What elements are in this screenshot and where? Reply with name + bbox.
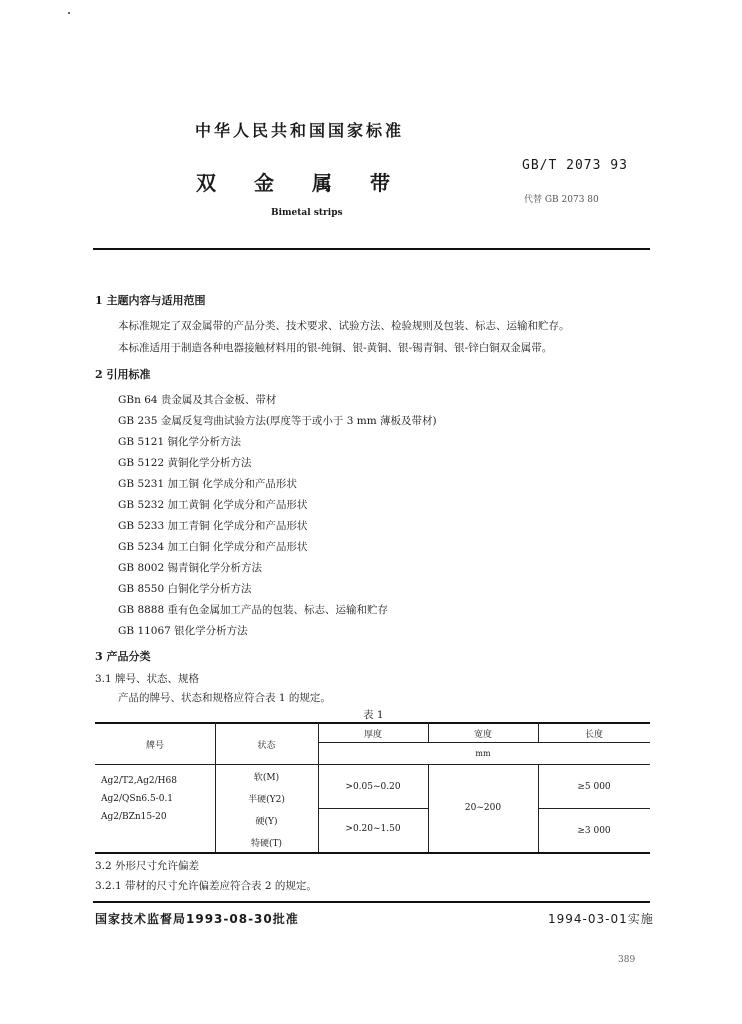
scan-speck — [68, 12, 70, 14]
grade-cell: Ag2/QSn6.5-0.1 — [101, 794, 174, 804]
reference-item: GB 8002 锡青铜化学分析方法 — [118, 562, 263, 574]
section-1-heading: 1 主题内容与适用范围 — [95, 294, 206, 307]
reference-item: GB 5234 加工白铜 化学成分和产品形状 — [118, 541, 308, 553]
reference-item: GB 8888 重有色金属加工产品的包装、标志、运输和贮存 — [118, 604, 388, 616]
footer-rule — [93, 901, 650, 903]
header-unit: mm — [475, 749, 491, 758]
reference-item: GB 5232 加工黄铜 化学成分和产品形状 — [118, 499, 308, 511]
title-char: 双 — [196, 171, 216, 195]
reference-item: GB 11067 银化学分析方法 — [118, 625, 248, 637]
national-standard-title: 中华人民共和国国家标准 — [195, 121, 405, 140]
subsection-3-1-heading: 3.1 牌号、状态、规格 — [95, 673, 200, 685]
width-cell: 20~200 — [464, 803, 502, 813]
header-grade: 牌号 — [145, 741, 164, 751]
state-cell: 特硬(T) — [250, 839, 283, 849]
reference-item: GB 5121 铜化学分析方法 — [118, 436, 242, 448]
table-length-divider — [538, 808, 650, 809]
section-3-heading: 3 产品分类 — [95, 650, 151, 663]
effective-date: 1994-03-01实施 — [548, 912, 654, 926]
approval-note: 国家技术监督局1993-08-30批准 — [95, 912, 299, 926]
reference-item: GB 235 金属反复弯曲试验方法(厚度等于或小于 3 mm 薄板及带材) — [118, 415, 437, 427]
state-cell: 半硬(Y2) — [248, 795, 285, 805]
table-header-rule — [95, 764, 650, 765]
title-char: 金 — [254, 171, 274, 195]
section-2-heading: 2 引用标准 — [95, 368, 151, 381]
title-char: 属 — [312, 171, 332, 195]
subsection-3-1-text: 产品的牌号、状态和规格应符合表 1 的规定。 — [118, 692, 331, 704]
section-1-para-2: 本标准适用于制造各种电器接触材料用的银-纯铜、银-黄铜、银-锡青铜、银-锌白铜双金属带。 — [118, 342, 553, 354]
table-header-divider — [318, 742, 650, 743]
reference-item: GB 5233 加工青铜 化学成分和产品形状 — [118, 520, 308, 532]
table-bottom-rule — [95, 852, 650, 854]
standard-number: GB/T 2073 93 — [522, 158, 628, 173]
reference-item: GBn 64 贵金属及其合金板、带材 — [118, 394, 277, 406]
reference-item: GB 8550 白铜化学分析方法 — [118, 583, 252, 595]
reference-item: GB 5231 加工铜 化学成分和产品形状 — [118, 478, 297, 490]
document-title — [196, 167, 428, 196]
thickness-cell: >0.05~0.20 — [345, 782, 401, 792]
subsection-3-2-heading: 3.2 外形尺寸允许偏差 — [95, 860, 200, 872]
section-1-para-1: 本标准规定了双金属带的产品分类、技术要求、试验方法、检验规则及包装、标志、运输和贮存。 — [118, 320, 570, 332]
length-cell: ≥3 000 — [577, 826, 611, 836]
table-top-rule — [95, 722, 650, 724]
header-width: 宽度 — [473, 730, 492, 740]
state-cell: 硬(Y) — [255, 817, 278, 827]
grade-cell: Ag2/T2,Ag2/H68 — [101, 776, 177, 786]
title-char: 带 — [370, 171, 390, 195]
table-col-divider — [538, 764, 539, 852]
table-thickness-divider — [318, 808, 428, 809]
reference-item: GB 5122 黄铜化学分析方法 — [118, 457, 252, 469]
page-number: 389 — [618, 955, 636, 965]
english-title: Bimetal strips — [271, 208, 343, 218]
replaces-standard: 代替 GB 2073 80 — [524, 195, 599, 205]
header-length: 长度 — [584, 730, 603, 740]
table-1-caption: 表 1 — [363, 709, 384, 721]
table-1 — [95, 722, 650, 852]
length-cell: ≥5 000 — [577, 782, 611, 792]
subsection-3-2-1-text: 3.2.1 带材的尺寸允许偏差应符合表 2 的规定。 — [95, 880, 317, 892]
state-cell: 软(M) — [253, 773, 280, 783]
header-state: 状态 — [257, 741, 276, 751]
header-rule — [93, 248, 650, 250]
grade-cell: Ag2/BZn15-20 — [101, 812, 167, 822]
header-thickness: 厚度 — [363, 730, 382, 740]
thickness-cell: >0.20~1.50 — [345, 824, 401, 834]
